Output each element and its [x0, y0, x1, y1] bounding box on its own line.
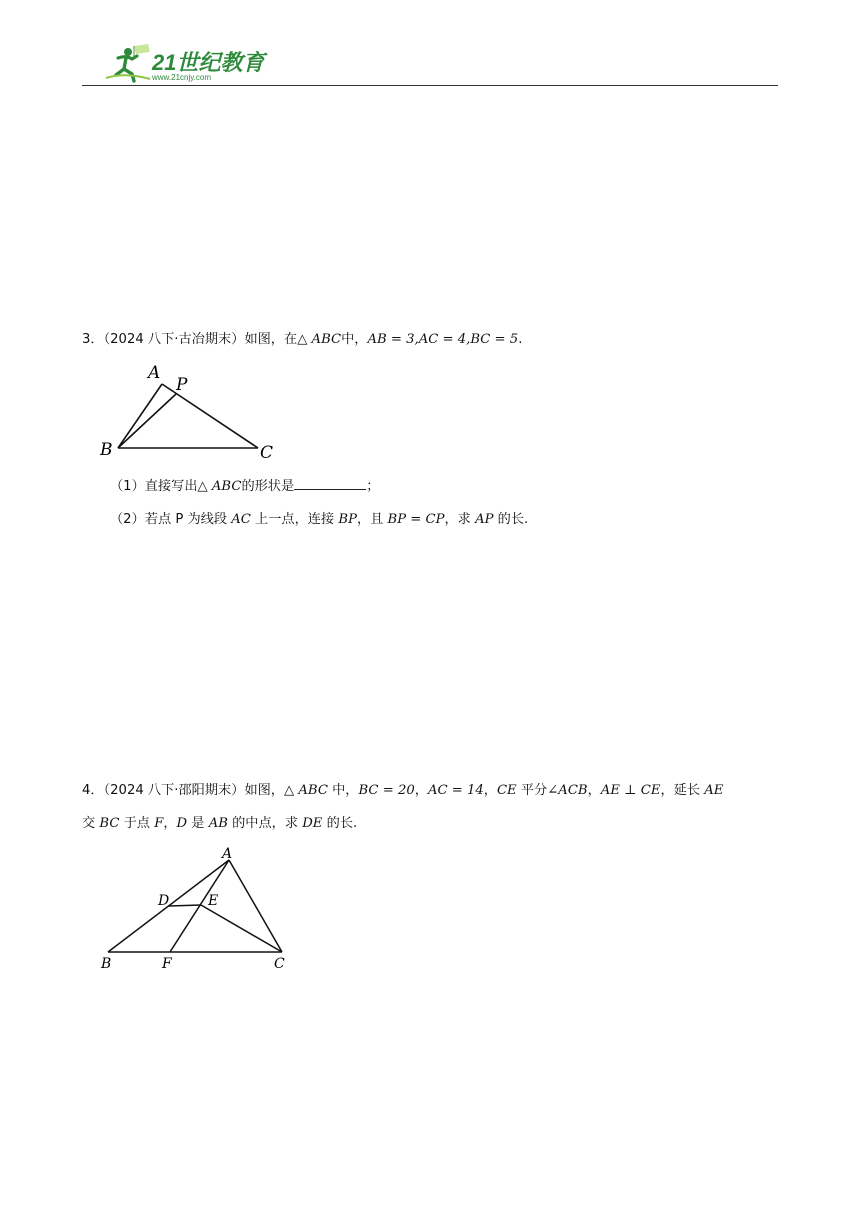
stem-text: ，: [587, 783, 601, 798]
stem-text: 的中点，求: [227, 816, 303, 831]
part-number: （1）: [110, 479, 145, 494]
stem-text: 如图，在: [244, 332, 298, 347]
label-A: A: [222, 846, 233, 862]
triangle-symbol: △: [297, 332, 308, 347]
header-divider: [82, 85, 778, 86]
question-source: （2024 八下·古冶期末）: [103, 332, 245, 347]
stem-text: 交: [82, 816, 100, 831]
part-text: 若点 P 为线段: [144, 512, 232, 527]
logo-wordmark: 21世纪教育: [152, 50, 265, 75]
site-logo: [104, 42, 264, 84]
given-lengths: AB = 3,AC = 4,BC = 5: [367, 332, 519, 347]
question-3-stem: [82, 330, 522, 350]
question-number: 4．: [82, 783, 104, 798]
question-number: 3．: [82, 332, 104, 347]
question-3-figure: [96, 358, 286, 464]
stem-text: 平分: [516, 783, 548, 798]
stem-text: 是: [187, 816, 209, 831]
perpendicular-relation: AE ⊥ CE: [600, 783, 661, 798]
angle-name: ∠ACB: [547, 783, 588, 798]
segment-AC: [229, 860, 282, 952]
segment-AB: [118, 384, 162, 448]
stem-text: 的长.: [322, 816, 358, 831]
segment-name: AB: [208, 816, 228, 831]
question-3-part-1: [110, 477, 379, 497]
segment-name: BC: [99, 816, 120, 831]
question-4-stem-line-1: [82, 781, 723, 801]
part-text: ，求: [444, 512, 476, 527]
point-name: D: [176, 816, 188, 831]
label-P: P: [176, 375, 188, 395]
label-C: C: [274, 956, 285, 972]
segment-name: BP: [338, 512, 357, 527]
part-text: 上一点，连接: [250, 512, 339, 527]
stem-text: ，: [483, 783, 497, 798]
part-text: 的形状是: [241, 479, 295, 494]
segment-name: CE: [496, 783, 517, 798]
segment-name: AE: [704, 783, 724, 798]
part-text: 直接写出: [144, 479, 198, 494]
label-F: F: [162, 956, 172, 972]
given-ac: AC = 14: [427, 783, 484, 798]
triangle-symbol: △: [197, 479, 208, 494]
answer-blank[interactable]: [294, 477, 366, 490]
segment-name: AC: [231, 512, 251, 527]
label-A: A: [148, 363, 161, 383]
segment-BP: [118, 394, 176, 448]
given-bc: BC = 20: [358, 783, 415, 798]
triangle-name: ABC: [311, 332, 342, 347]
segment-DE: [169, 905, 202, 906]
label-E: E: [208, 893, 219, 909]
segment-name: AP: [475, 512, 494, 527]
stem-end: .: [518, 332, 523, 347]
stem-text: 中，: [341, 332, 368, 347]
label-C: C: [260, 443, 274, 463]
stem-text: ，延长: [660, 783, 705, 798]
equation: BP = CP: [387, 512, 445, 527]
triangle-name: ABC: [211, 479, 242, 494]
question-4-figure: [96, 842, 306, 974]
part-text: ，且: [356, 512, 388, 527]
triangle-name: ABC: [298, 783, 328, 798]
point-name: F: [154, 816, 164, 831]
question-source: （2024 八下·邵阳期末）: [103, 783, 245, 798]
label-B: B: [101, 956, 112, 972]
part-number: （2）: [110, 512, 145, 527]
question-3-part-2: [110, 510, 528, 530]
segment-CE: [201, 905, 282, 952]
stem-text: ，: [414, 783, 428, 798]
stem-text: ，: [163, 816, 177, 831]
label-B: B: [100, 440, 113, 460]
part-text: 的长.: [493, 512, 529, 527]
question-4-stem-line-2: [82, 814, 357, 834]
stem-text: 于点: [119, 816, 155, 831]
part-end: ；: [366, 479, 380, 494]
page-header: [82, 40, 778, 86]
stem-text: 如图，: [244, 783, 284, 798]
logo-url: www.21cnjy.com: [152, 73, 211, 82]
stem-text: 中，: [327, 783, 359, 798]
segment-name: DE: [302, 816, 323, 831]
triangle-symbol: △: [284, 783, 295, 798]
label-D: D: [158, 893, 170, 909]
